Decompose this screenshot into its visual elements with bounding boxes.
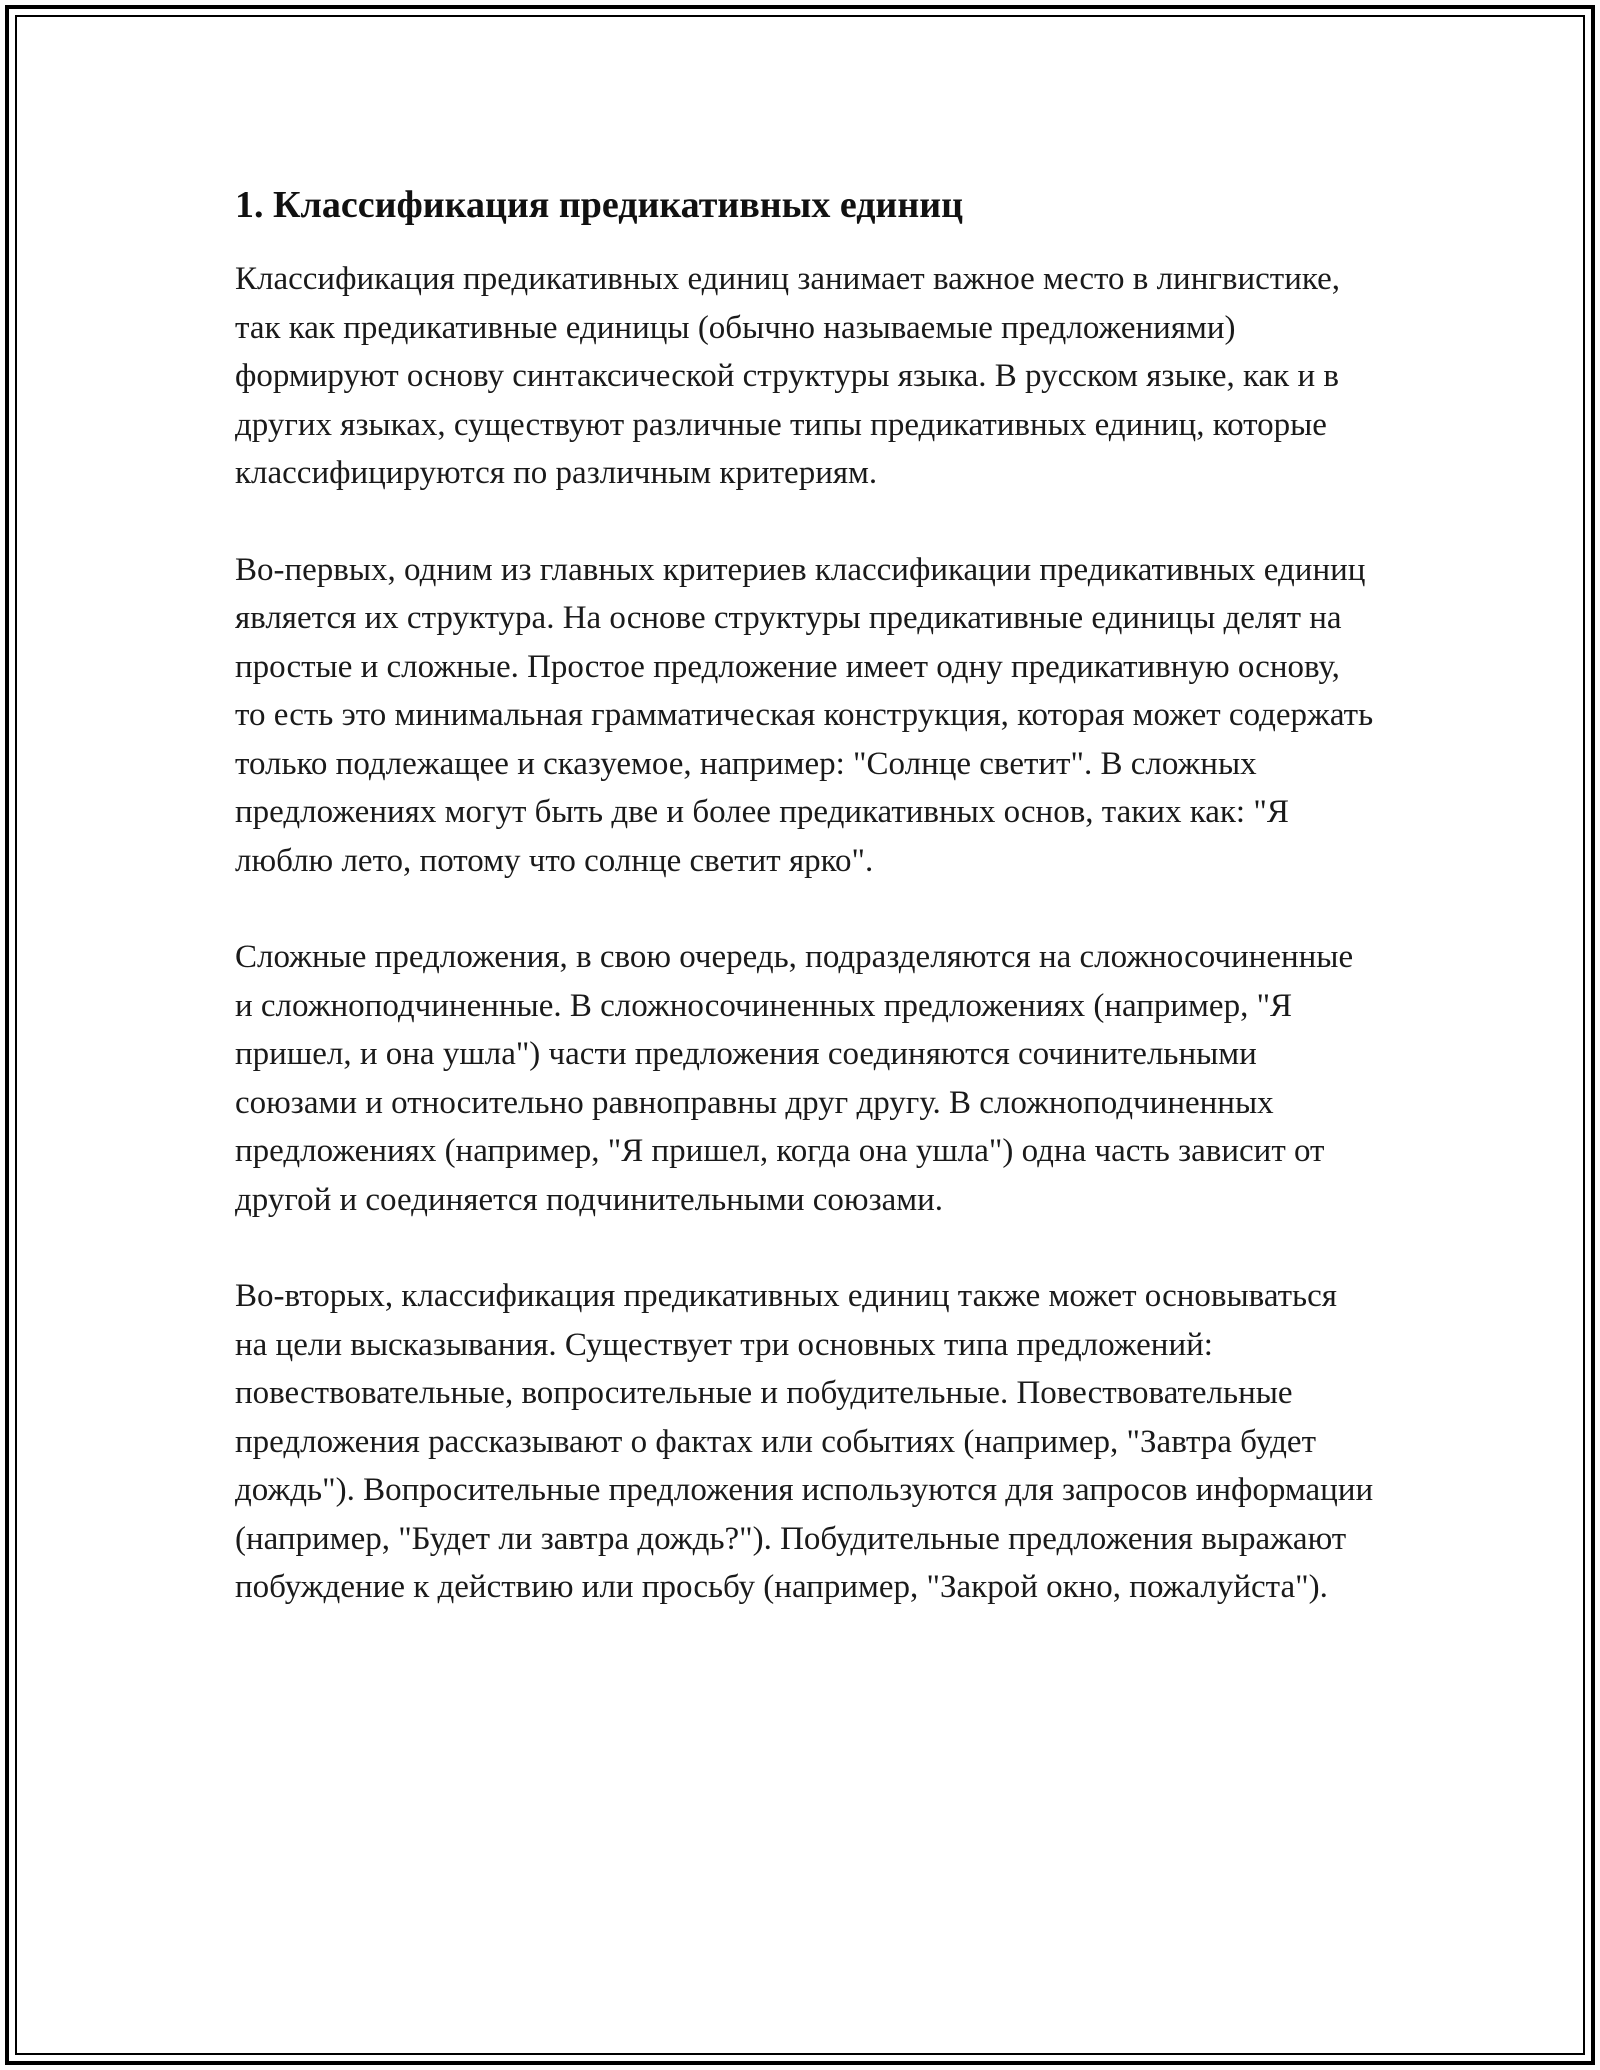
paragraph-purpose: Во-вторых, классификация предикативных единиц также может основываться на цели высказывания. Существует три основных типа предложений: повествовательные, вопросительные и побудительные. Повествовательные предложения рассказывают о фактах или событиях (например, "Завтра будет дождь"). Вопросительные предложения используются для запросов информации (например, "Будет ли завтра дождь?"). Побудительные предложения выражают побуждение к действию или просьбу (например, "Закрой окно, пожалуйста"). <box>235 1278 1374 1606</box>
paragraph-intro: Классификация предикативных единиц занимает важное место в лингвистике, так как предикативные единицы (обычно называемые предложениями) формируют основу синтаксической структуры языка. В русском языке, как и в других языках, существуют различные типы предикативных единиц, которые классифицируются по различным критериям. <box>235 261 1340 492</box>
paragraph-structure: Во-первых, одним из главных критериев классификации предикативных единиц является их структура. На основе структуры предикативные единицы делят на простые и сложные. Простое предложение имеет одну предикативную основу, то есть это минимальная грамматическая конструкция, которая может содержать только подлежащее и сказуемое, например: "Солнце светит". В сложных предложениях могут быть две и более предикативных основ, таких как: "Я люблю лето, потому что солнце светит ярко". <box>235 551 1374 879</box>
paragraph-complex-sentences: Сложные предложения, в свою очередь, подразделяются на сложносочиненные и сложноподчиненные. В сложносочиненных предложениях (например, "Я пришел, и она ушла") части предложения соединяются сочинительными союзами и относительно равноправны друг другу. В сложноподчиненных предложениях (например, "Я пришел, когда она ушла") одна часть зависит от другой и соединяется подчинительными союзами. <box>235 939 1354 1218</box>
document-body <box>235 180 1375 1660</box>
section-heading: 1. Классификация предикативных единиц <box>235 184 964 226</box>
